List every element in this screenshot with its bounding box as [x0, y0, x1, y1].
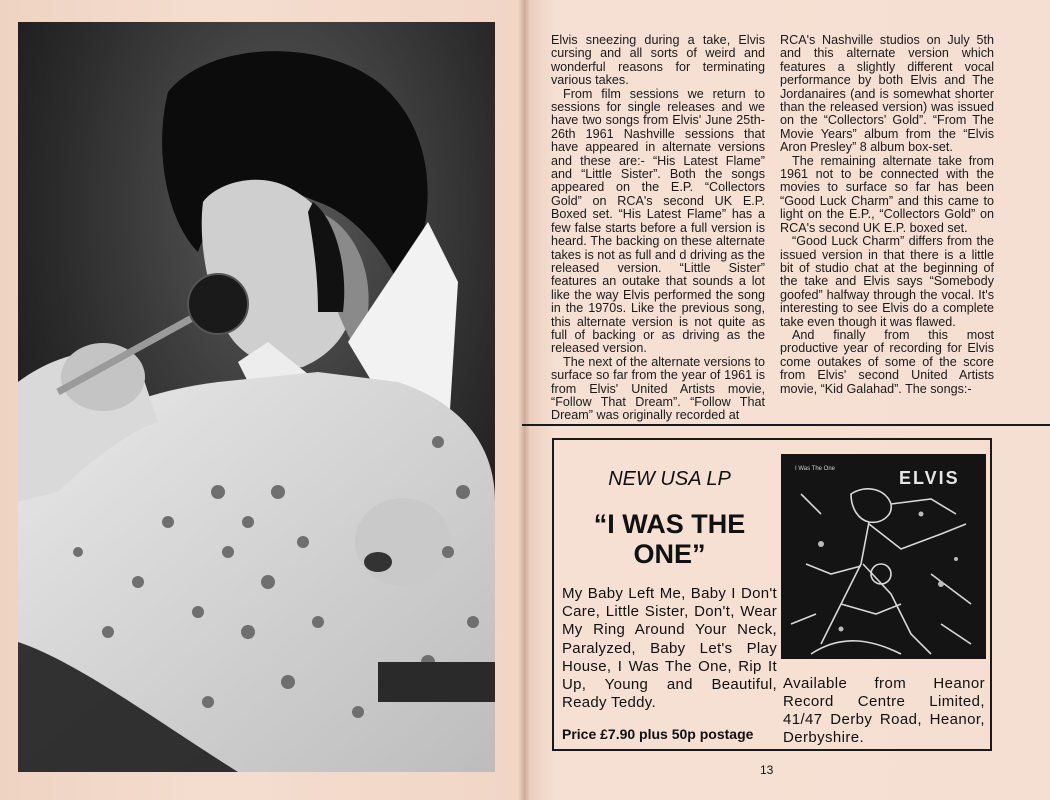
- article-paragraph: Elvis sneezing during a take, Elvis cursing and all sorts of weird and wonderful reasons for terminating various takes.: [551, 33, 765, 88]
- section-divider: [522, 424, 1050, 426]
- left-page: [0, 0, 524, 800]
- ad-text-block: [562, 460, 777, 742]
- article-paragraph: “Good Luck Charm” differs from the issued version in that there is a little bit of studio chat at the beginning of the take and Elvis says “Somebody goofed” halfway through the vocal. It's interesting to see Elvis do a complete take even though it was flawed.: [780, 234, 994, 329]
- elvis-performance-photo: [18, 22, 495, 772]
- ad-kicker: NEW USA LP: [608, 468, 731, 490]
- cover-small-text: I Was The One: [795, 466, 836, 472]
- article-paragraph: From film sessions we return to sessions for single releases and we have two songs from Elvis' June 25th-26th 1961 Nashville sessions that have appeared in alternate versions and these are:- “His Latest Flame” and “Little Sister”. Both the songs appeared on the E.P. “Collectors Gold” on RCA's second UK E.P. Boxed set. “His Latest Flame” has a few false starts before a full version is heard. The backing on these alternate takes is not as full and d driving as the released version. “Little Sister” features an outake that sounds a lot like the way Elvis performed the song in the 1970s. Like the previous song, this alternate version is not quite as full of backing or as driving as the released version.: [551, 86, 765, 356]
- article-column-1: [551, 34, 765, 423]
- photo-illustration: [18, 22, 495, 772]
- cover-title: ELVIS: [899, 468, 960, 488]
- ad-track-list: My Baby Left Me, Baby I Don't Care, Little Sister, Don't, Wear My Ring Around Your Neck, Paralyzed, Baby Let's Play House, I Was The One, Rip It Up, Young and Beautiful, Ready Teddy.: [562, 585, 777, 712]
- article-column-2: [780, 34, 994, 396]
- ad-availability: Available from Heanor Record Centre Limited, 41/47 Derby Road, Heanor, Derbyshire.: [783, 675, 985, 746]
- album-cover: [781, 454, 986, 659]
- ad-title-line: “I WAS THE: [593, 509, 746, 539]
- ad-price: Price £7.90 plus 50p postage: [562, 726, 754, 743]
- article-paragraph: The remaining alternate take from 1961 not to be connected with the movies to surface so far has been “Good Luck Charm” and this came to light on the E.P., “Collectors Gold” on RCA's second UK E.P. boxed set.: [780, 153, 994, 235]
- article-paragraph: And finally from this most productive year of recording for Elvis come outakes of some of the score from Elvis' second United Artists movie, “Kid Galahad”. The songs:-: [780, 327, 994, 396]
- article-paragraph: RCA's Nashville studios on July 5th and this alternate version which features a slightly different vocal performance by both Elvis and The Jordanaires (and is somewhat shorter than the released version) was issued on the “Collectors' Gold”. “From The Movie Years” album from the “Elvis Aron Presley” 8 album box-set.: [780, 33, 994, 155]
- ad-title-line: ONE”: [633, 539, 706, 569]
- album-cover-art: [781, 454, 986, 659]
- lp-advertisement: [552, 438, 992, 751]
- page-number: 13: [760, 763, 774, 777]
- page-gutter: [518, 0, 530, 800]
- article-paragraph: The next of the alternate versions to surface so far from the year of 1961 is from Elvis' United Artists movie, “Follow That Dream”. “Follow That Dream” was originally recorded at: [551, 354, 765, 423]
- ad-title: [562, 509, 777, 569]
